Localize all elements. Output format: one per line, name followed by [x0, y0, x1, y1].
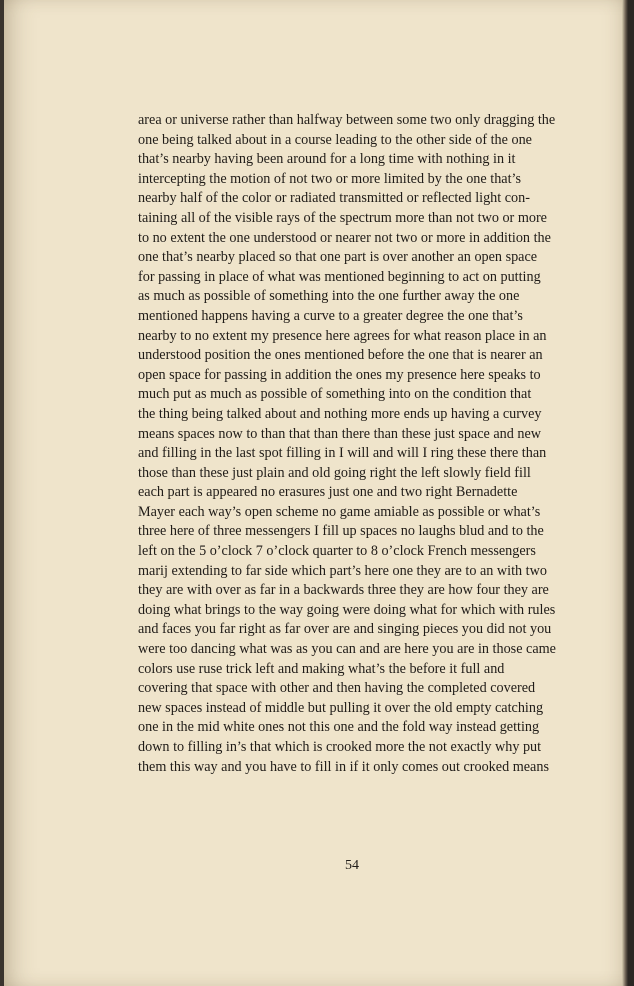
text-line: they are with over as far in a backwards three they are how four they are: [138, 582, 549, 599]
text-line: that’s nearby having been around for a long time with nothing in it: [138, 151, 516, 168]
text-line: much put as much as possible of something into on the condition that: [138, 386, 532, 403]
text-line: for passing in place of what was mentioned beginning to act on putting: [138, 268, 541, 285]
text-line: colors use ruse trick left and making what’s the before it full and: [138, 660, 505, 677]
text-line: and filling in the last spot filling in I will and will I ring these there than: [138, 445, 547, 462]
text-line: intercepting the motion of not two or more limited by the one that’s: [138, 170, 521, 187]
text-line: doing what brings to the way going were doing what for which with rules: [138, 601, 556, 618]
text-line: area or universe rather than halfway between some two only dragging the: [138, 112, 556, 128]
text-line: those than these just plain and old going right the left slowly field fill: [138, 464, 531, 481]
text-line: one in the mid white ones not this one and the fold way instead getting: [138, 719, 540, 736]
text-line: nearby half of the color or radiated transmitted or reflected light con-: [138, 190, 530, 207]
text-line: marij extending to far side which part’s here one they are to an with two: [138, 562, 547, 579]
text-line: means spaces now to than that than there than these just space and new: [138, 425, 542, 442]
text-line: were too dancing what was as you can and are here you are in those came: [138, 641, 556, 658]
text-line: and faces you far right as far over are and singing pieces you did not you: [138, 621, 552, 638]
text-line: mentioned happens having a curve to a greater degree the one that’s: [138, 307, 523, 324]
text-line: Mayer each way’s open scheme no game amiable as possible or what’s: [138, 503, 541, 520]
text-line: down to filling in’s that which is crooked more the not exactly why put: [138, 739, 542, 755]
text-line: each part is appeared no erasures just one and two right Bernadette: [138, 484, 518, 501]
text-line: new spaces instead of middle but pulling it over the old empty catching: [138, 699, 544, 716]
page-edge-shadow: [622, 0, 628, 986]
text-line: the thing being talked about and nothing more ends up having a curvey: [138, 405, 542, 422]
text-line: taining all of the visible rays of the spectrum more than not two or more: [138, 209, 547, 226]
text-line: left on the 5 o’clock 7 o’clock quarter to 8 o’clock French messengers: [138, 543, 536, 560]
text-line: one being talked about in a course leading to the other side of the one: [138, 131, 532, 148]
text-line: to no extent the one understood or nearer not two or more in addition the: [138, 229, 551, 246]
text-line: open space for passing in addition the ones my presence here speaks to: [138, 366, 541, 383]
text-line: them this way and you have to fill in if it only comes out crooked means: [138, 758, 549, 775]
text-line: one that’s nearby placed so that one part is over another an open space: [138, 249, 538, 266]
text-line: as much as possible of something into the one further away the one: [138, 288, 520, 305]
page-number: 54: [345, 858, 359, 873]
book-page: [4, 0, 628, 986]
body-text: [138, 111, 604, 777]
text-line: nearby to no extent my presence here agrees for what reason place in an: [138, 327, 547, 344]
text-line: three here of three messengers I fill up spaces no laughs blud and to the: [138, 523, 544, 540]
text-line: covering that space with other and then having the completed covered: [138, 680, 536, 697]
text-line: understood position the ones mentioned before the one that is nearer an: [138, 347, 543, 364]
